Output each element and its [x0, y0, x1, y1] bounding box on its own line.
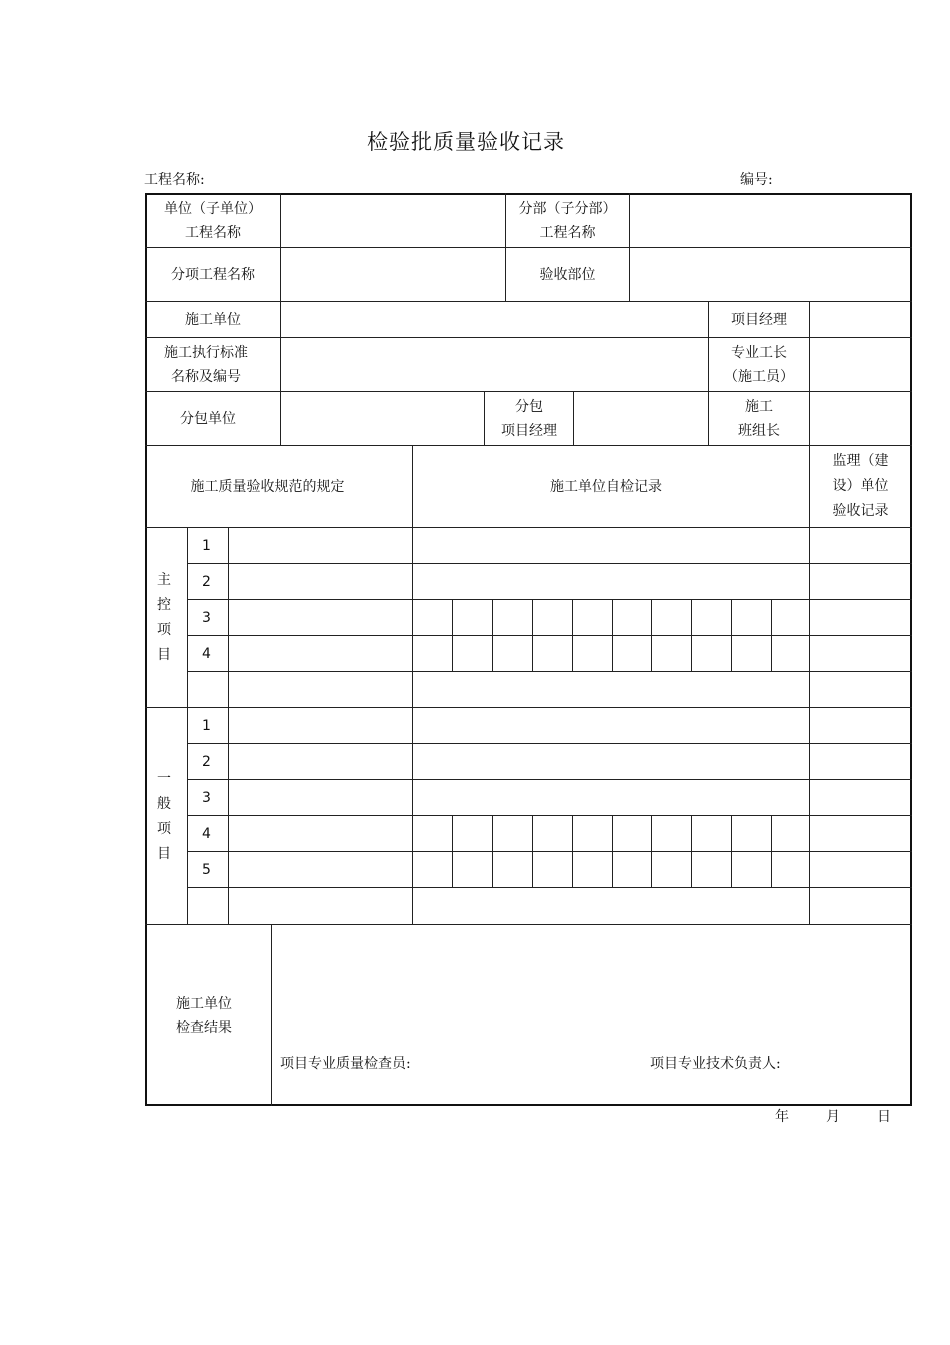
rule: [271, 924, 272, 1106]
project-name-label: 工程名称:: [144, 172, 205, 188]
general-item-number: 2: [202, 753, 211, 770]
general-item-number: 5: [202, 861, 211, 878]
main-item-number: 4: [202, 645, 211, 662]
standard-label: 施工执行标准 名称及编号: [164, 344, 248, 385]
rule: [187, 599, 912, 600]
result-label: 施工单位 检查结果: [176, 995, 232, 1036]
rule: [572, 599, 573, 671]
general-item-number: 4: [202, 825, 211, 842]
rule: [280, 193, 281, 445]
team-leader-label: 施工 班组长: [738, 398, 780, 439]
rule: [573, 391, 574, 445]
rule: [691, 599, 692, 671]
rule: [187, 851, 912, 852]
item-project-label: 分项工程名称: [171, 266, 255, 283]
main-item-number: 3: [202, 609, 211, 626]
rule: [187, 779, 912, 780]
main-item-number: 1: [202, 537, 211, 554]
rule: [492, 599, 493, 671]
tech-lead-label: 项目专业技术负责人:: [650, 1056, 781, 1072]
rule: [187, 743, 912, 744]
general-item-number: 3: [202, 789, 211, 806]
project-manager-label: 项目经理: [731, 311, 787, 328]
date-month: 月: [826, 1109, 840, 1125]
main-items-label: 主 控 项 目: [157, 572, 171, 663]
rule: [187, 563, 912, 564]
rule: [731, 599, 732, 671]
spec-header: 施工质量验收规范的规定: [190, 478, 345, 495]
rule: [651, 599, 652, 671]
rule: [187, 671, 912, 672]
rule: [612, 815, 613, 887]
rule: [145, 527, 912, 528]
rule: [187, 815, 912, 816]
page-title: 检验批质量验收记录: [367, 130, 565, 154]
rule: [771, 599, 772, 671]
unit-project-label: 单位（子单位） 工程名称: [164, 200, 262, 241]
rule: [809, 301, 810, 924]
rule: [145, 707, 912, 708]
rule: [187, 635, 912, 636]
rule: [651, 815, 652, 887]
foreman-label: 专业工长 （施工员）: [724, 344, 794, 385]
supervisor-header: 监理（建 设）单位 验收记录: [832, 453, 889, 519]
rule: [452, 815, 453, 887]
quality-inspector-label: 项目专业质量检查员:: [280, 1056, 411, 1072]
inspection-part-label: 验收部位: [539, 266, 596, 283]
rule: [187, 887, 912, 888]
number-label: 编号:: [740, 172, 773, 188]
rule: [532, 815, 533, 887]
rule: [452, 599, 453, 671]
rule: [731, 815, 732, 887]
rule: [771, 815, 772, 887]
constructor-label: 施工单位: [185, 311, 241, 328]
rule: [612, 599, 613, 671]
main-item-number: 2: [202, 573, 211, 590]
rule: [492, 815, 493, 887]
subcontractor-label: 分包单位: [180, 410, 236, 427]
rule: [629, 193, 630, 301]
general-item-number: 1: [202, 717, 211, 734]
general-items-label: 一 般 项 目: [157, 771, 171, 862]
rule: [691, 815, 692, 887]
self-check-header: 施工单位自检记录: [550, 478, 662, 495]
sub-manager-label: 分包 项目经理: [501, 398, 557, 439]
date-day: 日: [877, 1109, 891, 1125]
sub-project-label: 分部（子分部） 工程名称: [518, 200, 617, 241]
rule: [572, 815, 573, 887]
date-year: 年: [775, 1109, 789, 1125]
rule: [228, 527, 229, 924]
rule: [532, 599, 533, 671]
